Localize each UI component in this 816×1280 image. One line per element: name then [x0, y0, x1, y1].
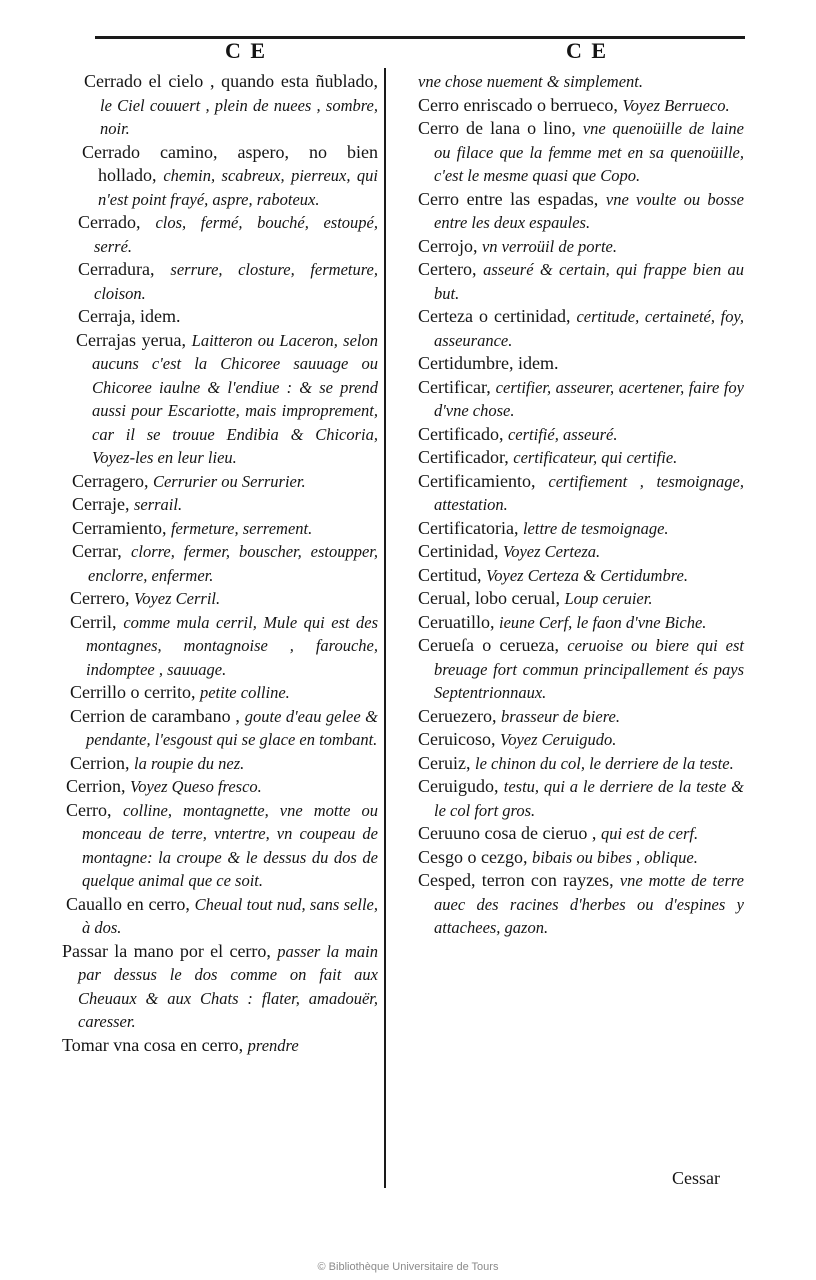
column-divider — [384, 68, 386, 1188]
entry-headword: Cerradura, — [78, 259, 155, 279]
dictionary-entry — [418, 587, 744, 611]
dictionary-entry — [418, 517, 744, 541]
entry-definition: vne motte de terre auec des racines d'herbes ou d'espines y attachees, gazon. — [434, 871, 744, 937]
entry-definition: qui est de cerf. — [600, 824, 699, 843]
dictionary-entry — [418, 611, 744, 635]
dictionary-entry — [66, 799, 378, 893]
entry-headword: Cauallo en cerro, — [66, 893, 190, 914]
dictionary-entry — [62, 1034, 378, 1058]
dictionary-entry — [418, 446, 744, 470]
entry-definition: serrail. — [133, 495, 183, 514]
dictionary-entry — [418, 376, 744, 423]
entry-headword: Certinidad, — [418, 541, 499, 561]
dictionary-entry — [418, 752, 744, 776]
dictionary-entry — [78, 258, 378, 305]
entry-definition: serrure, closture, fermeture, cloison. — [94, 260, 378, 303]
page-heading-left: C E — [225, 38, 268, 63]
entry-definition: clorre, fermer, bouscher, estoupper, enclorre, enfermer. — [88, 542, 379, 585]
entry-headword: Tomar vna cosa en cerro, — [62, 1034, 244, 1055]
catchword: Cessar — [672, 1168, 720, 1188]
entry-headword: Certificador, — [418, 447, 509, 467]
entry-definition: Voyez Ceruigudo. — [499, 730, 617, 749]
entry-definition: prendre — [247, 1035, 299, 1055]
entry-headword: Cerrado el cielo , quando esta ñublado, — [84, 71, 378, 91]
entry-definition: Voyez Cerril. — [133, 589, 221, 608]
entry-headword: Ceruuno cosa de cieruo , — [418, 823, 597, 843]
entry-headword: Cerrar, — [72, 541, 122, 561]
entry-definition: comme mula cerril, Mule qui est des montagnes, montagnoise , farouche, indomptee , sauuage. — [86, 612, 379, 679]
entry-definition: Loup ceruier. — [564, 589, 653, 608]
entry-definition: ieune Cerf, le faon d'vne Biche. — [498, 612, 707, 632]
dictionary-entry — [418, 846, 744, 870]
entry-headword: Cerueſa o cerueza, — [418, 635, 559, 655]
dictionary-entry — [418, 188, 744, 235]
entry-headword: Ceruigudo, — [418, 776, 499, 796]
entry-headword: Cerrion, — [66, 776, 126, 796]
entry-definition: certifiement , tesmoignage, attestation. — [434, 471, 744, 514]
entry-headword: Cesgo o cezgo, — [418, 846, 528, 867]
entry-headword: Certificamiento, — [418, 470, 536, 491]
entry-headword: Cerrion, — [70, 752, 130, 773]
entry-definition: passer la main par dessus le dos comme on fait aux Cheuaux & aux Chats : flater, amadouër, caresser. — [78, 941, 379, 1031]
dictionary-entry — [418, 352, 744, 376]
entry-definition: Cheual tout nud, sans selle, à dos. — [82, 894, 378, 937]
entry-headword: Cerual, lobo cerual, — [418, 588, 560, 608]
dictionary-entry — [418, 822, 744, 846]
entry-headword: Cerrajas yerua, — [76, 329, 187, 350]
dictionary-entry — [66, 775, 378, 799]
entry-definition: brasseur de biere. — [500, 706, 620, 726]
entry-headword: Cerrado, — [78, 212, 141, 232]
entry-headword: Certeza o certinidad, — [418, 306, 571, 326]
dictionary-entry — [418, 728, 744, 752]
entry-definition: Laitteron ou Laceron, selon aucuns c'est la Chicoree sauuage ou Chicoree iaulne & l'endiue : & se prend aussi pour Escariotte, mais improprement, car il se trouue Endibia & Chicoria, Voyez-les en leur lieu. — [92, 330, 378, 467]
top-rule — [95, 36, 745, 39]
entry-definition: goute d'eau gelee & pendante, l'esgoust qui se glace en tombant. — [86, 706, 378, 749]
left-column — [60, 70, 378, 1057]
entry-definition: fermeture, serrement. — [170, 518, 313, 538]
dictionary-entry — [418, 235, 744, 259]
entry-definition: certifier, asseurer, acertener, faire foy d'vne chose. — [434, 377, 745, 420]
entry-definition: vn verroüil de porte. — [481, 236, 618, 256]
entry-definition: vne chose nuement & simplement. — [418, 72, 643, 91]
dictionary-entry — [84, 70, 378, 141]
dictionary-entry — [418, 117, 744, 188]
entry-headword: Certero, — [418, 259, 477, 279]
dictionary-entry — [418, 423, 744, 447]
entry-headword: Cerragero, — [72, 470, 149, 491]
dictionary-entry — [70, 611, 378, 682]
entry-definition: le Ciel couuert , plein de nuees , sombre, noir. — [100, 95, 378, 138]
entry-headword: Certificado, — [418, 423, 504, 444]
entry-definition: lettre de tesmoignage. — [522, 518, 669, 538]
dictionary-entry — [66, 893, 378, 940]
entry-headword: Certificatoria, — [418, 517, 519, 538]
entry-definition: Voyez Certeza. — [502, 542, 601, 561]
dictionary-entry — [78, 305, 378, 329]
entry-headword: Ceruiz, — [418, 752, 471, 773]
dictionary-entry — [72, 517, 378, 541]
dictionary-entry — [418, 470, 744, 517]
dictionary-entry — [72, 540, 378, 587]
dictionary-entry — [418, 258, 744, 305]
entry-headword: Cerro, — [66, 799, 112, 820]
dictionary-entry — [418, 305, 744, 352]
dictionary-entry — [418, 540, 744, 564]
entry-definition: Voyez Certeza & Certidumbre. — [486, 565, 688, 585]
entry-definition: vne quenoüille de laine ou filace que la femme met en sa quenoüille, c'est le mesme quasi que Copo. — [434, 119, 744, 185]
dictionary-entry — [70, 587, 378, 611]
entry-headword: Cerrojo, — [418, 235, 478, 256]
entry-headword: Cerro enriscado o berrueco, — [418, 94, 618, 115]
entry-definition: la roupie du nez. — [133, 753, 245, 773]
entry-definition: certifié, asseuré. — [507, 424, 618, 444]
entry-definition: Voyez Queso fresco. — [129, 777, 262, 796]
entry-headword: Certitud, — [418, 564, 482, 585]
page-heading-right: C E — [566, 38, 609, 63]
entry-definition: ceruoise ou biere qui est breuage fort commun principallement és pays Septentrionnaux. — [434, 636, 744, 702]
dictionary-entry — [70, 681, 378, 705]
copyright-footer: © Bibliothèque Universitaire de Tours — [317, 1261, 499, 1273]
dictionary-entry — [418, 869, 744, 940]
entry-definition: certitude, certaineté, foy, asseurance. — [434, 307, 744, 350]
dictionary-entry — [418, 564, 744, 588]
entry-definition: colline, montagnette, vne motte ou monceau de terre, vntertre, vn coupeau de montagne: la croupe & le dessus du dos de quelque animal que ce soit. — [82, 800, 378, 890]
entry-headword: Certidumbre, idem. — [418, 353, 559, 373]
entry-definition: clos, fermé, bouché, estoupé, serré. — [94, 213, 378, 256]
entry-definition: Voyez Berrueco. — [622, 95, 730, 115]
entry-headword: Cerro de lana o lino, — [418, 118, 576, 138]
entry-definition: petite colline. — [199, 683, 290, 702]
dictionary-entry — [62, 940, 378, 1034]
entry-definition: asseuré & certain, qui frappe bien au but. — [434, 260, 744, 303]
entry-headword: Cesped, terron con rayzes, — [418, 870, 614, 890]
entry-headword: Cerrion de carambano , — [70, 705, 240, 726]
dictionary-entry — [418, 634, 744, 705]
dictionary-entry — [78, 211, 378, 258]
entry-headword: Cerraje, — [72, 494, 130, 514]
dictionary-entry — [72, 470, 378, 494]
entry-headword: Cerril, — [70, 611, 117, 632]
dictionary-entry — [418, 705, 744, 729]
entry-headword: Ceruicoso, — [418, 729, 496, 749]
dictionary-entry — [70, 705, 378, 752]
entry-definition: chemin, scabreux, pierreux, qui n'est point frayé, aspre, raboteux. — [98, 166, 379, 209]
entry-headword: Cerraja, idem. — [78, 306, 181, 326]
dictionary-entry — [418, 775, 744, 822]
dictionary-entry — [76, 329, 378, 470]
entry-headword: Cerrillo o cerrito, — [70, 682, 196, 702]
entry-headword: Passar la mano por el cerro, — [62, 940, 271, 961]
entry-definition: vne voulte ou bosse entre les deux espaules. — [434, 189, 745, 232]
entry-definition: le chinon du col, le derriere de la teste. — [474, 753, 734, 773]
dictionary-entry — [72, 493, 378, 517]
dictionary-entry — [418, 94, 744, 118]
entry-definition: bibais ou bibes , oblique. — [531, 847, 698, 867]
right-column — [418, 70, 744, 940]
entry-definition: certificateur, qui certifie. — [513, 448, 678, 467]
entry-headword: Cerrero, — [70, 588, 130, 608]
entry-headword: Certificar, — [418, 376, 491, 397]
dictionary-entry — [70, 752, 378, 776]
dictionary-entry — [82, 141, 378, 212]
entry-headword: Cerrado camino, aspero, no bien hollado, — [82, 141, 378, 185]
entry-headword: Cerramiento, — [72, 517, 167, 538]
entry-headword: Ceruatillo, — [418, 611, 495, 632]
entry-definition: Cerrurier ou Serrurier. — [152, 471, 306, 491]
dictionary-entry — [418, 70, 744, 94]
entry-headword: Cerro entre las espadas, — [418, 188, 599, 209]
entry-headword: Ceruezero, — [418, 705, 497, 726]
entry-definition: testu, qui a le derriere de la teste & le col fort gros. — [434, 777, 745, 820]
